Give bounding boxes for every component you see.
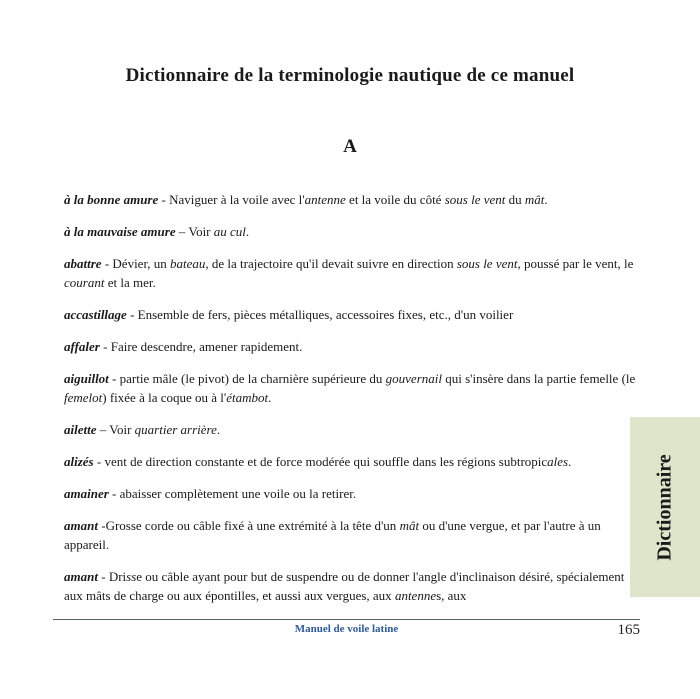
entry-term: abattre bbox=[64, 256, 102, 271]
entry-term: ailette bbox=[64, 422, 97, 437]
dictionary-entry: alizés - vent de direction constante et de force modérée qui souffle dans les régions subtropicales. bbox=[64, 454, 572, 469]
page-footer bbox=[53, 619, 640, 638]
entry-term: amant bbox=[64, 569, 98, 584]
page-number: 165 bbox=[617, 622, 640, 638]
tab-dictionnaire-label: Dictionnaire bbox=[653, 453, 676, 561]
section-letter-heading: A bbox=[343, 136, 357, 157]
dictionary-entry: amainer - abaisser complètement une voile ou la retirer. bbox=[64, 486, 357, 501]
entry-term: amant bbox=[64, 518, 98, 533]
dictionary-entry: amant -Grosse corde ou câble fixé à une extrémité à la tête d'un mât ou d'une vergue, et par l'autre à un appareil. bbox=[64, 518, 601, 552]
entry-term: à la mauvaise amure bbox=[64, 224, 176, 239]
dictionary-entry: affaler - Faire descendre, amener rapidement. bbox=[64, 339, 303, 354]
dictionary-entry: aiguillot - partie mâle (le pivot) de la charnière supérieure du gouvernail qui s'insère dans la partie femelle (le femelot) fixée à la coque ou à l'étambot. bbox=[64, 371, 636, 405]
dictionary-entry: amant - Drisse ou câble ayant pour but de suspendre ou de donner l'angle d'inclinaison désiré, spécialement aux mâts de charge ou aux épontilles, et aussi aux vergues, aux antennes, aux bbox=[64, 569, 625, 603]
dictionary-entry: abattre - Dévier, un bateau, de la trajectoire qu'il devait suivre en direction sous le vent, poussé par le vent, le courant et la mer. bbox=[64, 256, 634, 290]
dictionary-entry: accastillage - Ensemble de fers, pièces métalliques, accessoires fixes, etc., d'un voilier bbox=[64, 307, 514, 322]
page-title: Dictionnaire de la terminologie nautique de ce manuel bbox=[125, 65, 575, 86]
tab-dictionnaire[interactable] bbox=[630, 417, 700, 597]
entry-term: accastillage bbox=[64, 307, 127, 322]
dictionary-entry: à la bonne amure - Naviguer à la voile avec l'antenne et la voile du côté sous le vent du mât. bbox=[64, 192, 548, 207]
footer-book-title-link[interactable]: Manuel de voile latine bbox=[294, 623, 399, 635]
entry-term: à la bonne amure bbox=[64, 192, 159, 207]
entry-term: alizés bbox=[64, 454, 94, 469]
entries-list bbox=[64, 190, 640, 605]
entry-term: aiguillot bbox=[64, 371, 109, 386]
entry-term: amainer bbox=[64, 486, 109, 501]
dictionary-entry: à la mauvaise amure – Voir au cul. bbox=[64, 224, 250, 239]
dictionary-entry: ailette – Voir quartier arrière. bbox=[64, 422, 221, 437]
entry-term: affaler bbox=[64, 339, 100, 354]
